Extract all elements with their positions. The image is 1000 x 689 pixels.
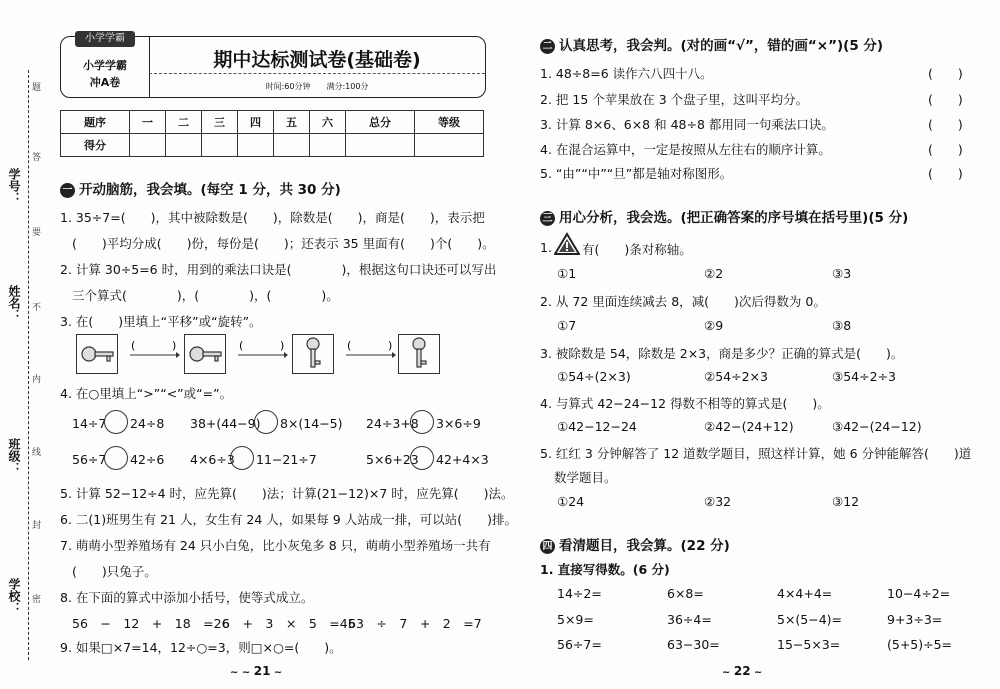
judge-item: 4. 在混合运算中，一定是按照从左往右的顺序计算。	[540, 142, 831, 157]
key-image-4	[398, 334, 440, 374]
svg-text:): )	[280, 340, 285, 352]
question-7a: 7. 萌萌小型养殖场有 24 只小白兔，比小灰兔多 8 只，萌萌小型养殖场一共有	[60, 538, 491, 553]
binding-mark: 答	[32, 153, 42, 163]
compare-right: 11−21÷7	[256, 452, 317, 467]
option[interactable]: ③3	[832, 266, 852, 281]
score-header-row	[61, 111, 484, 134]
question-1a: 1. 35÷7=( )，其中被除数是( )，除数是( )，商是( )，表示把	[60, 210, 485, 225]
question-3: 3. 在( )里填上“平移”或“旋转”。	[60, 314, 262, 329]
table-cell: 等级	[415, 111, 484, 134]
judge-answer[interactable]: ( )	[928, 166, 963, 181]
question-number: 1.	[540, 240, 552, 255]
brand-block	[61, 33, 150, 97]
key-icon	[185, 335, 225, 373]
subquestion-title: 1. 直接写得数。(6 分)	[540, 562, 670, 577]
answer-blank-arrow[interactable]	[128, 340, 180, 364]
binding-mark: 密	[32, 595, 42, 605]
score-table	[60, 110, 484, 157]
option[interactable]: ③8	[832, 318, 852, 333]
compare-circle[interactable]	[410, 410, 434, 434]
svg-text:): )	[172, 340, 177, 352]
calc-item[interactable]: 15−5×3=	[777, 637, 841, 652]
footer-ornament: ~ ~	[230, 667, 254, 678]
table-cell: 五	[274, 111, 310, 134]
score-value-row	[61, 134, 484, 157]
exam-header	[60, 33, 486, 98]
key-image-3	[292, 334, 334, 374]
page-number: 21	[253, 664, 271, 678]
section-title: 用心分析，我会选。(把正确答案的序号填在括号里)(5 分)	[559, 210, 909, 226]
table-cell: 题序	[61, 111, 130, 134]
calc-item[interactable]: 14÷2=	[557, 586, 602, 601]
question-4: 4. 在○里填上“>”“<”或“=”。	[60, 386, 233, 401]
page-number-left	[230, 664, 282, 678]
score-field[interactable]	[166, 134, 202, 157]
footer-ornament: ~	[722, 667, 734, 678]
calc-item[interactable]: 36÷4=	[667, 612, 712, 627]
question-9: 9. 如果□×7=14，12÷○=3，则□×○=( )。	[60, 640, 342, 655]
page-number-right	[722, 664, 762, 678]
table-cell: 三	[202, 111, 238, 134]
table-cell: 六	[310, 111, 346, 134]
calc-item[interactable]: 6×8=	[667, 586, 704, 601]
compare-circle[interactable]	[230, 446, 254, 470]
table-cell: 总分	[346, 111, 415, 134]
warning-triangle-icon	[554, 232, 580, 260]
brand-tag: 小学学霸	[75, 31, 135, 47]
compare-left: 38+(44−9)	[190, 416, 261, 431]
score-field[interactable]	[346, 134, 415, 157]
binding-mark: 内	[32, 375, 42, 385]
option[interactable]: ②9	[704, 318, 724, 333]
choice-question-5a: 5. 红红 3 分钟解答了 12 道数学题目，照这样计算，她 6 分钟能解答( )道	[540, 446, 972, 461]
question-6: 6. 二(1)班男生有 21 人，女生有 24 人，如果每 9 人站成一排，可以站( )排。	[60, 512, 517, 527]
key-icon	[399, 335, 439, 373]
question-2b: 三个算式( )，( )，( )。	[72, 288, 339, 303]
equation-item: 63 ÷ 7 + 2 =7	[348, 616, 482, 631]
judge-item: 5. “由”“中”“旦”都是轴对称图形。	[540, 166, 733, 181]
score-field[interactable]	[310, 134, 346, 157]
calc-item[interactable]: 4×4+4=	[777, 586, 833, 601]
option[interactable]: ①54÷(2×3)	[557, 369, 631, 384]
class-label: 班级：	[7, 438, 21, 474]
section-1-heading	[60, 178, 341, 198]
compare-right: 24÷8	[130, 416, 165, 431]
arrow-right-icon	[344, 340, 396, 360]
compare-circle[interactable]	[410, 446, 434, 470]
section-title: 认真思考，我会判。(对的画“√”，错的画“×”)(5 分)	[559, 38, 884, 54]
calc-item[interactable]: 10−4÷2=	[887, 586, 951, 601]
binding-mark: 线	[32, 448, 42, 458]
section-3-heading	[540, 206, 908, 226]
section-number: 二	[540, 39, 555, 54]
binding-mark: 题	[32, 83, 42, 93]
table-cell: 二	[166, 111, 202, 134]
compare-circle[interactable]	[104, 410, 128, 434]
option[interactable]: ③12	[832, 494, 860, 509]
binding-line	[28, 70, 29, 660]
option[interactable]: ①24	[557, 494, 585, 509]
option[interactable]: ②2	[704, 266, 724, 281]
section-number: 一	[60, 183, 75, 198]
table-cell: 四	[238, 111, 274, 134]
option[interactable]: ③42−(24−12)	[832, 419, 922, 434]
choice-question-5b: 数学题目。	[554, 470, 617, 485]
section-4-heading	[540, 534, 730, 554]
key-image-2	[184, 334, 226, 374]
compare-right: 8×(14−5)	[280, 416, 343, 431]
compare-circle[interactable]	[254, 410, 278, 434]
svg-text:(: (	[239, 340, 244, 352]
compare-left: 56÷7	[72, 452, 107, 467]
key-icon	[77, 335, 117, 373]
judge-answer[interactable]: ( )	[928, 117, 963, 132]
binding-mark: 不	[32, 303, 42, 313]
choice-question-1: 有( )条对称轴。	[582, 242, 692, 257]
compare-right: 42÷6	[130, 452, 165, 467]
footer-ornament: ~	[750, 667, 763, 678]
arrow-right-icon	[128, 340, 180, 360]
binding-mark: 封	[32, 521, 42, 531]
binding-mark: 要	[32, 228, 42, 238]
judge-answer[interactable]: ( )	[928, 92, 963, 107]
score-field[interactable]	[130, 134, 166, 157]
calc-item[interactable]: 5×(5−4)=	[777, 612, 843, 627]
compare-left: 24÷3+8	[366, 416, 419, 431]
calc-item[interactable]: 9+3÷3=	[887, 612, 943, 627]
svg-text:(: (	[347, 340, 352, 352]
judge-item: 3. 计算 8×6、6×8 和 48÷8 都用同一句乘法口诀。	[540, 117, 834, 132]
section-number: 三	[540, 211, 555, 226]
score-field[interactable]	[274, 134, 310, 157]
question-7b: ( )只兔子。	[72, 564, 157, 579]
score-field[interactable]	[202, 134, 238, 157]
page-number: 22	[733, 664, 751, 678]
section-2-heading	[540, 34, 883, 54]
student-id-label: 学号：	[7, 168, 21, 204]
judge-item: 1. 48÷8=6 读作六八四十八。	[540, 66, 713, 81]
choice-question-4: 4. 与算式 42−24−12 得数不相等的算式是( )。	[540, 396, 830, 411]
calc-item[interactable]: 56÷7=	[557, 637, 602, 652]
svg-text:(: (	[131, 340, 136, 352]
exam-title: 期中达标测试卷(基础卷)	[213, 49, 421, 71]
option[interactable]: ③54÷2÷3	[832, 369, 896, 384]
option[interactable]: ②54÷2×3	[704, 369, 768, 384]
compare-left: 4×6÷3	[190, 452, 235, 467]
option[interactable]: ①7	[557, 318, 577, 333]
equation-item: 56 − 12 + 18 =26	[72, 616, 230, 631]
choice-question-2: 2. 从 72 里面连续减去 8，减( )次后得数为 0。	[540, 294, 826, 309]
table-cell: 一	[130, 111, 166, 134]
question-5: 5. 计算 52−12÷4 时，应先算( )法；计算(21−12)×7 时，应先算( )法。	[60, 486, 514, 501]
calc-item[interactable]: 5×9=	[557, 612, 594, 627]
compare-right: 3×6÷9	[436, 416, 481, 431]
svg-text:): )	[388, 340, 393, 352]
equation-item: 6 + 3 × 5 =45	[222, 616, 356, 631]
school-label: 学校：	[7, 578, 21, 614]
compare-circle[interactable]	[104, 446, 128, 470]
arrow-right-icon	[236, 340, 288, 360]
section-number: 四	[540, 539, 555, 554]
calc-item[interactable]: 63−30=	[667, 637, 720, 652]
judge-answer[interactable]: ( )	[928, 66, 963, 81]
option[interactable]: ②32	[704, 494, 732, 509]
judge-answer[interactable]: ( )	[928, 142, 963, 157]
question-1b: ( )平均分成( )份，每份是( )；还表示 35 里面有( )个( )。	[72, 236, 495, 251]
exam-time: 时间:60分钟 满分:100分	[265, 82, 369, 91]
key-icon	[293, 335, 333, 373]
score-field[interactable]	[238, 134, 274, 157]
name-label: 姓名：	[7, 285, 21, 321]
option[interactable]: ②42−(24+12)	[704, 419, 794, 434]
answer-blank-arrow[interactable]	[344, 340, 396, 364]
compare-left: 14÷7	[72, 416, 107, 431]
brand-line-2: 冲A卷	[89, 76, 121, 89]
footer-ornament: ~	[270, 667, 283, 678]
answer-blank-arrow[interactable]	[236, 340, 288, 364]
compare-left: 5×6+23	[366, 452, 419, 467]
question-2a: 2. 计算 30÷5=6 时，用到的乘法口诀是( )，根据这句口诀还可以写出	[60, 262, 497, 277]
brand-line-1: 小学学霸	[83, 59, 127, 72]
option[interactable]: ①42−12−24	[557, 419, 637, 434]
option[interactable]: ①1	[557, 266, 577, 281]
question-8: 8. 在下面的算式中添加小括号，使等式成立。	[60, 590, 314, 605]
section-title: 开动脑筋，我会填。(每空 1 分，共 30 分)	[79, 182, 341, 198]
header-divider	[149, 73, 485, 74]
score-field[interactable]	[415, 134, 484, 157]
key-image-1	[76, 334, 118, 374]
section-title: 看清题目，我会算。(22 分)	[559, 538, 730, 554]
table-cell: 得分	[61, 134, 130, 157]
compare-right: 42+4×3	[436, 452, 489, 467]
judge-item: 2. 把 15 个苹果放在 3 个盘子里，这叫平均分。	[540, 92, 809, 107]
calc-item[interactable]: (5+5)÷5=	[887, 637, 953, 652]
choice-question-3: 3. 被除数是 54，除数是 2×3，商是多少？正确的算式是( )。	[540, 346, 904, 361]
